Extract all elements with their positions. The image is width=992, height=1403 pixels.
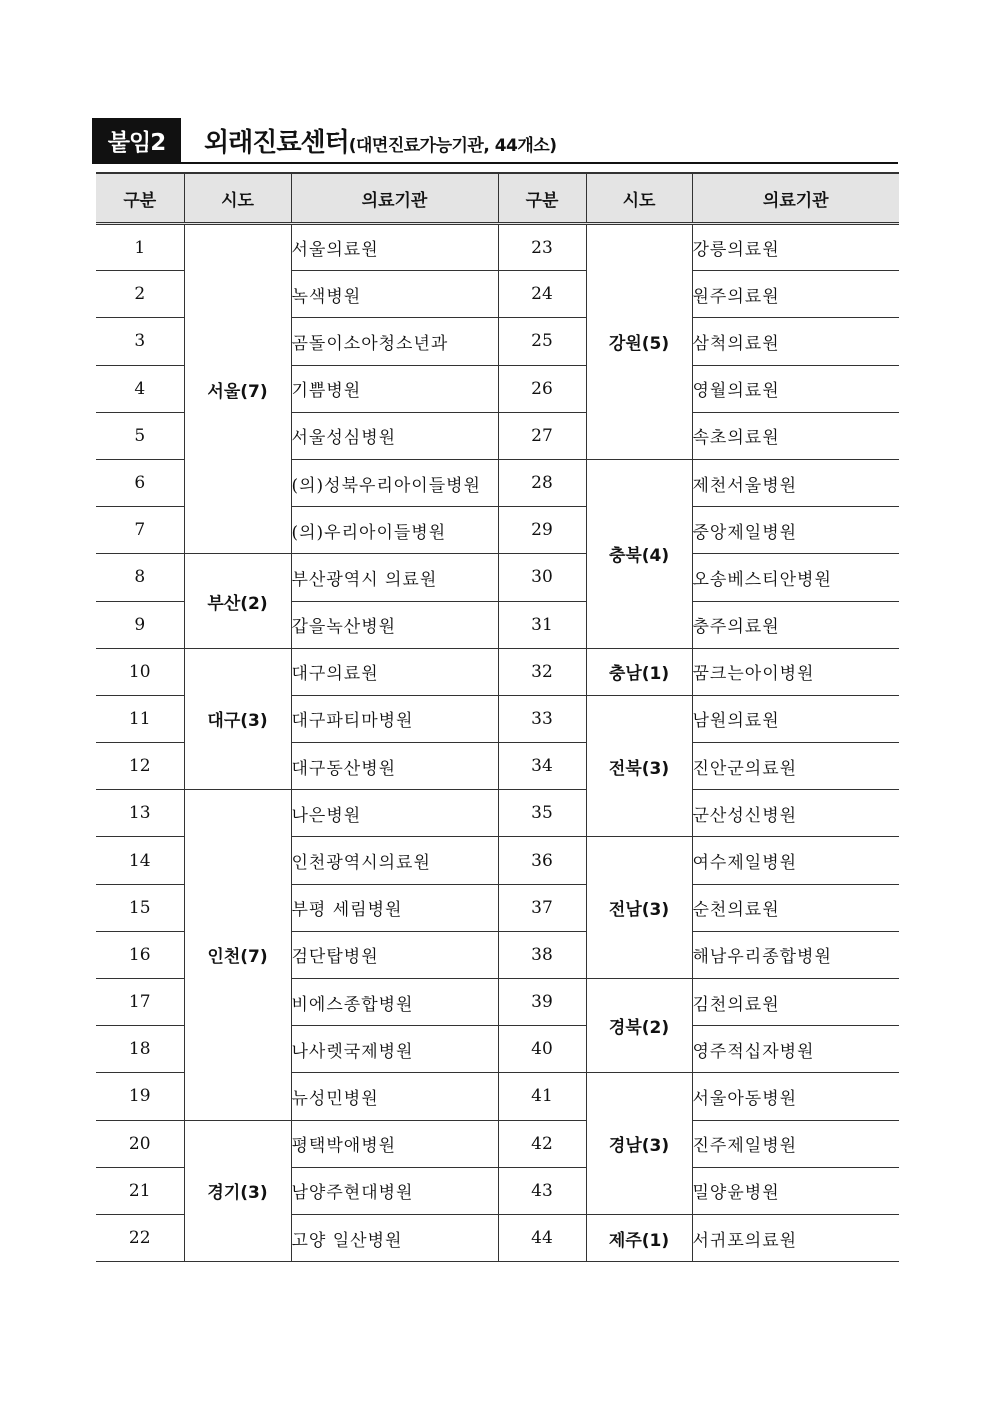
- row-number: 21: [96, 1167, 184, 1214]
- institution-name: 속초의료원: [692, 412, 899, 459]
- row-number: 22: [96, 1214, 184, 1261]
- region-cell: 부산(2): [184, 554, 291, 648]
- institution-name: 대구동산병원: [291, 743, 498, 790]
- table-row: [96, 790, 899, 837]
- institution-name: 녹색병원: [291, 271, 498, 318]
- institution-name: 대구의료원: [291, 648, 498, 695]
- row-number: 41: [498, 1073, 586, 1120]
- row-number: 26: [498, 365, 586, 412]
- row-number: 35: [498, 790, 586, 837]
- row-number: 14: [96, 837, 184, 884]
- row-number: 12: [96, 743, 184, 790]
- row-number: 4: [96, 365, 184, 412]
- row-number: 44: [498, 1214, 586, 1261]
- institution-name: 김천의료원: [692, 979, 899, 1026]
- row-number: 3: [96, 318, 184, 365]
- row-number: 42: [498, 1120, 586, 1167]
- institution-name: 서귀포의료원: [692, 1214, 899, 1261]
- row-number: 1: [96, 224, 184, 271]
- institution-name: 갑을녹산병원: [291, 601, 498, 648]
- institution-name: 충주의료원: [692, 601, 899, 648]
- institution-name: 나사렛국제병원: [291, 1026, 498, 1073]
- row-number: 23: [498, 224, 586, 271]
- institution-name: 순천의료원: [692, 884, 899, 931]
- region-cell: 전남(3): [586, 837, 692, 979]
- row-number: 24: [498, 271, 586, 318]
- institution-name: 제천서울병원: [692, 459, 899, 506]
- region-cell: 인천(7): [184, 790, 291, 1120]
- institution-name: 진주제일병원: [692, 1120, 899, 1167]
- row-number: 27: [498, 412, 586, 459]
- institution-name: 중앙제일병원: [692, 507, 899, 554]
- institution-name: 삼척의료원: [692, 318, 899, 365]
- institution-name: 꿈크는아이병원: [692, 648, 899, 695]
- row-number: 38: [498, 931, 586, 978]
- table-row: [96, 648, 899, 695]
- institution-name: 영월의료원: [692, 365, 899, 412]
- table-row: [96, 554, 899, 601]
- region-cell: 서울(7): [184, 224, 291, 554]
- row-number: 29: [498, 507, 586, 554]
- institution-name: 원주의료원: [692, 271, 899, 318]
- row-number: 39: [498, 979, 586, 1026]
- row-number: 37: [498, 884, 586, 931]
- header-region-left: 시도: [184, 173, 291, 224]
- clinic-table: [96, 172, 899, 1262]
- row-number: 15: [96, 884, 184, 931]
- row-number: 11: [96, 695, 184, 742]
- institution-name: 부산광역시 의료원: [291, 554, 498, 601]
- institution-name: 인천광역시의료원: [291, 837, 498, 884]
- region-cell: 대구(3): [184, 648, 291, 790]
- institution-name: 해남우리종합병원: [692, 931, 899, 978]
- institution-name: 강릉의료원: [692, 224, 899, 271]
- institution-name: 나은병원: [291, 790, 498, 837]
- row-number: 36: [498, 837, 586, 884]
- institution-name: 평택박애병원: [291, 1120, 498, 1167]
- table-header-row: [96, 173, 899, 224]
- institution-name: 서울성심병원: [291, 412, 498, 459]
- institution-name: (의)우리아이들병원: [291, 507, 498, 554]
- row-number: 13: [96, 790, 184, 837]
- table-row: [96, 1120, 899, 1167]
- row-number: 30: [498, 554, 586, 601]
- table-row: [96, 224, 899, 271]
- region-cell: 충북(4): [586, 459, 692, 648]
- institution-name: 서울아동병원: [692, 1073, 899, 1120]
- page-title: [204, 122, 557, 159]
- row-number: 33: [498, 695, 586, 742]
- region-cell: 제주(1): [586, 1214, 692, 1261]
- institution-name: 영주적십자병원: [692, 1026, 899, 1073]
- institution-name: 남원의료원: [692, 695, 899, 742]
- institution-name: 뉴성민병원: [291, 1073, 498, 1120]
- row-number: 8: [96, 554, 184, 601]
- institution-name: 검단탑병원: [291, 931, 498, 978]
- institution-name: 곰돌이소아청소년과: [291, 318, 498, 365]
- region-cell: 경기(3): [184, 1120, 291, 1262]
- institution-name: 대구파티마병원: [291, 695, 498, 742]
- institution-name: 비에스종합병원: [291, 979, 498, 1026]
- attachment-badge: 붙임2: [92, 118, 181, 162]
- row-number: 25: [498, 318, 586, 365]
- institution-name: 군산성신병원: [692, 790, 899, 837]
- institution-name: 밀양윤병원: [692, 1167, 899, 1214]
- row-number: 19: [96, 1073, 184, 1120]
- title-subtitle: (대면진료가능기관, 44개소): [348, 136, 557, 156]
- institution-name: 진안군의료원: [692, 743, 899, 790]
- row-number: 17: [96, 979, 184, 1026]
- institution-name: 부평 세림병원: [291, 884, 498, 931]
- institution-name: 오송베스티안병원: [692, 554, 899, 601]
- region-cell: 경남(3): [586, 1073, 692, 1215]
- row-number: 7: [96, 507, 184, 554]
- header-region-right: 시도: [586, 173, 692, 224]
- row-number: 32: [498, 648, 586, 695]
- row-number: 28: [498, 459, 586, 506]
- header-institution-left: 의료기관: [291, 173, 498, 224]
- region-cell: 강원(5): [586, 224, 692, 460]
- row-number: 5: [96, 412, 184, 459]
- row-number: 16: [96, 931, 184, 978]
- institution-name: 여수제일병원: [692, 837, 899, 884]
- row-number: 6: [96, 459, 184, 506]
- row-number: 9: [96, 601, 184, 648]
- institution-name: (의)성북우리아이들병원: [291, 459, 498, 506]
- header-category-right: 구분: [498, 173, 586, 224]
- institution-name: 기쁨병원: [291, 365, 498, 412]
- row-number: 18: [96, 1026, 184, 1073]
- institution-name: 남양주현대병원: [291, 1167, 498, 1214]
- row-number: 40: [498, 1026, 586, 1073]
- row-number: 2: [96, 271, 184, 318]
- row-number: 43: [498, 1167, 586, 1214]
- header-institution-right: 의료기관: [692, 173, 899, 224]
- row-number: 10: [96, 648, 184, 695]
- region-cell: 경북(2): [586, 979, 692, 1073]
- region-cell: 전북(3): [586, 695, 692, 837]
- row-number: 34: [498, 743, 586, 790]
- institution-name: 서울의료원: [291, 224, 498, 271]
- row-number: 20: [96, 1120, 184, 1167]
- header-category-left: 구분: [96, 173, 184, 224]
- title-bar: [92, 118, 898, 164]
- title-text: 외래진료센터: [204, 128, 349, 158]
- institution-name: 고양 일산병원: [291, 1214, 498, 1261]
- row-number: 31: [498, 601, 586, 648]
- region-cell: 충남(1): [586, 648, 692, 695]
